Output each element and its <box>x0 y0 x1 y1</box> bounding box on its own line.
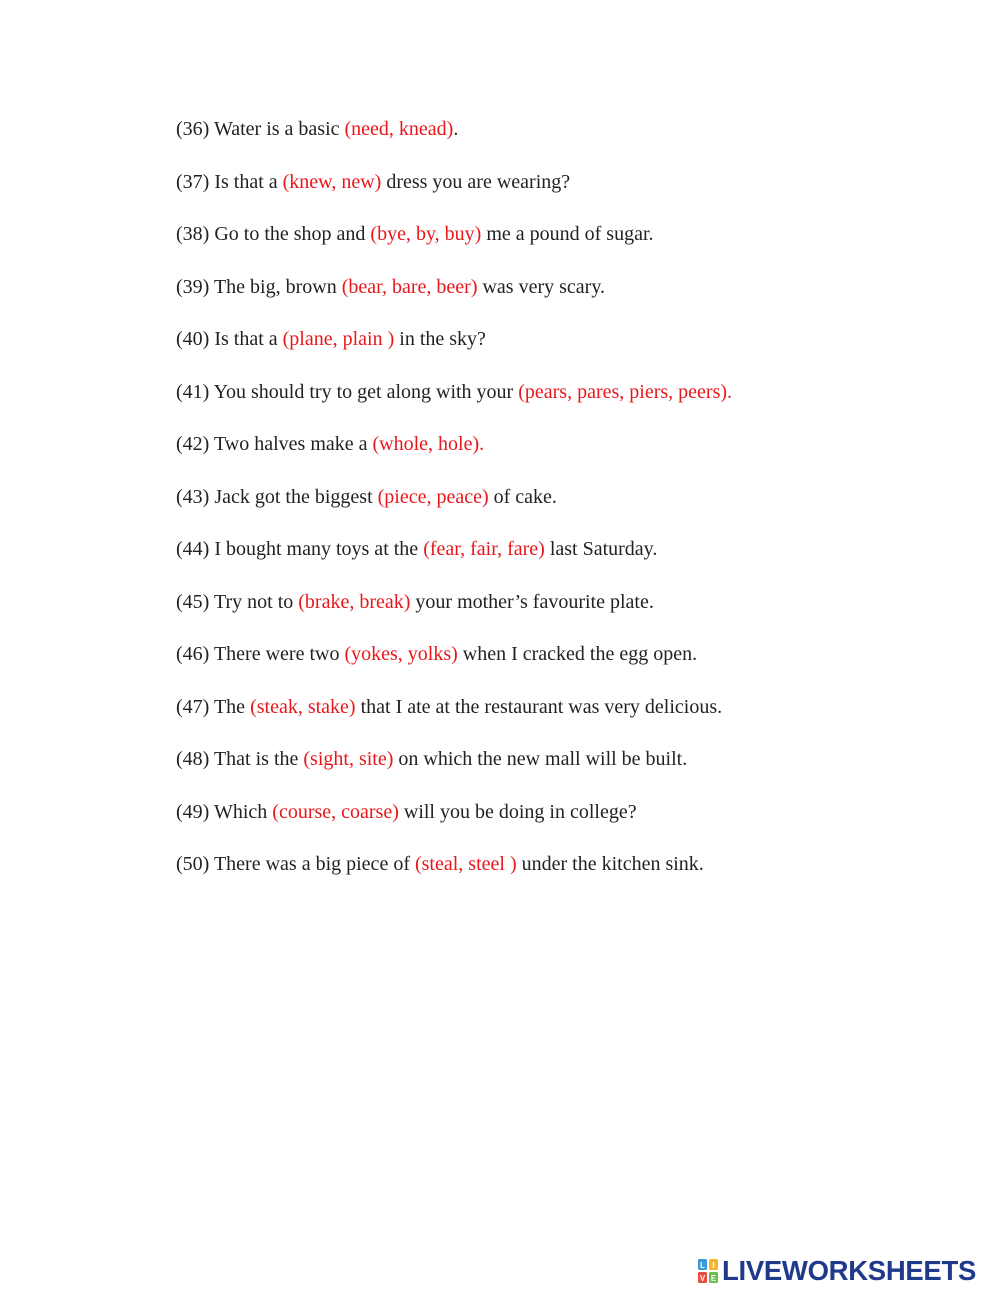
sentence-item <box>176 324 966 377</box>
sentence-item <box>176 167 966 220</box>
sentence-text: your mother’s favourite plate. <box>410 590 654 613</box>
sentence-text: (48) That is the <box>176 748 304 770</box>
answer-options: (bye, by, buy) <box>370 223 482 245</box>
sentence-text: (44) I bought many toys at the <box>176 538 424 560</box>
sentence-text: was very scary. <box>477 275 606 298</box>
answer-options: (bear, bare, beer) <box>341 275 478 298</box>
sentence-text: (45) Try not to <box>176 590 299 613</box>
sentence-text: (47) The <box>176 695 251 718</box>
sentence-text: (50) There was a big piece of <box>176 853 415 875</box>
answer-options: (steal, steel ) <box>414 853 517 875</box>
sentence-text: in the sky? <box>394 328 486 350</box>
sentence-text: when I cracked the egg open. <box>457 643 698 665</box>
sentence-item <box>176 114 966 167</box>
answer-options: (need, knead) <box>344 118 454 140</box>
sentence-text: (36) Water is a basic <box>176 118 345 140</box>
answer-options: (plane, plain ) <box>282 328 395 350</box>
sentence-item <box>176 639 966 692</box>
sentence-text: of cake. <box>488 485 557 508</box>
logo-text: LIVEWORKSHEETS <box>722 1255 977 1286</box>
sentence-text: (49) Which <box>176 800 273 823</box>
sentence-item <box>176 272 966 325</box>
svg-text:I: I <box>712 1261 715 1270</box>
sentence-item <box>176 587 966 640</box>
sentence-text: dress you are wearing? <box>381 170 571 193</box>
sentence-text: . <box>453 118 459 140</box>
answer-options: (sight, site) <box>303 748 394 770</box>
logo-blocks-icon <box>697 1258 719 1284</box>
sentence-item <box>176 482 966 535</box>
sentence-text: will you be doing in college? <box>398 800 637 823</box>
answer-options: (yokes, yolks) <box>344 643 458 665</box>
answer-options: (knew, new) <box>282 170 382 193</box>
answer-options: (course, coarse) <box>272 800 399 823</box>
sentence-text: that I ate at the restaurant was very delicious. <box>355 695 723 718</box>
svg-text:V: V <box>699 1274 706 1283</box>
sentence-text: (43) Jack got the biggest <box>176 485 378 508</box>
answer-options: (piece, peace) <box>377 485 489 508</box>
svg-text:E: E <box>710 1274 717 1283</box>
sentence-text: me a pound of sugar. <box>481 223 654 245</box>
answer-options: (fear, fair, fare) <box>423 538 545 560</box>
sentence-item <box>176 377 966 430</box>
liveworksheets-logo <box>697 1256 976 1286</box>
sentence-item <box>176 219 966 272</box>
sentence-text: (37) Is that a <box>176 170 283 193</box>
sentence-text: last Saturday. <box>544 538 658 560</box>
answer-options: (brake, break) <box>298 590 411 613</box>
sentence-text: (41) You should try to get along with your <box>176 380 519 403</box>
sentence-text: (46) There were two <box>176 643 345 665</box>
answer-options: (whole, hole). <box>372 433 485 455</box>
sentence-text: under the kitchen sink. <box>516 853 704 875</box>
sentence-item <box>176 849 966 902</box>
sentence-text: on which the new mall will be built. <box>393 748 688 770</box>
sentence-list <box>176 114 966 902</box>
answer-options: (steak, stake) <box>250 695 356 718</box>
sentence-text: (39) The big, brown <box>176 275 342 298</box>
answer-options: (pears, pares, piers, peers). <box>518 380 733 403</box>
sentence-item <box>176 797 966 850</box>
sentence-text: (42) Two halves make a <box>176 433 373 455</box>
sentence-item <box>176 429 966 482</box>
sentence-text: (40) Is that a <box>176 328 283 350</box>
svg-text:L: L <box>700 1261 705 1270</box>
sentence-text: (38) Go to the shop and <box>176 223 371 245</box>
sentence-item <box>176 744 966 797</box>
sentence-item <box>176 692 966 745</box>
sentence-item <box>176 534 966 587</box>
